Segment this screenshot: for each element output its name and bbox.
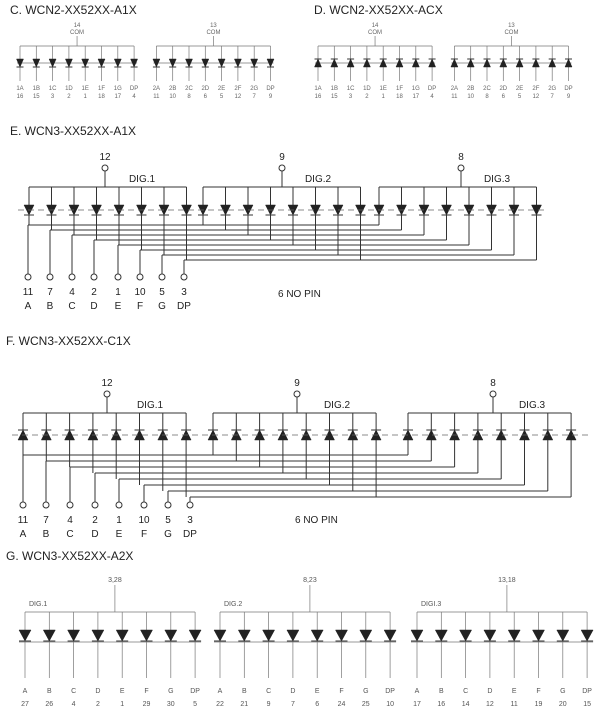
section-c-segment-2-8: DP	[266, 86, 275, 92]
section-d-pin-2-5: 5	[517, 94, 522, 100]
section-g-pin-2-3: 9	[266, 701, 271, 708]
section-d-segment-1-5: 1E	[379, 86, 387, 92]
section-f-bottom-pin-4: 2	[92, 515, 98, 526]
section-f-digit-label-3: DIG.3	[518, 400, 546, 411]
section-g-diode-1-5	[116, 630, 128, 641]
section-g-diode-3-4	[484, 630, 496, 641]
section-g-diode-2-2	[238, 630, 250, 641]
section-f-digit-pin-circle-2	[294, 391, 300, 397]
section-g-diode-3-5	[508, 630, 520, 641]
section-e-pin-circle-5	[115, 274, 121, 280]
section-d-pin-2-8: 9	[566, 94, 571, 100]
section-g-pin-3-4: 12	[486, 701, 494, 708]
section-d-segment-2-1: 2A	[450, 86, 459, 92]
section-d-pin-2-7: 7	[550, 94, 554, 100]
section-g-diode-1-6	[141, 630, 153, 641]
section-c-com-pin-1: 14	[73, 23, 81, 29]
section-d-segment-2-2: 2B	[467, 86, 475, 92]
section-g-pin-1-7: 30	[166, 701, 175, 708]
section-g-segment-1-7: G	[168, 688, 174, 695]
section-c-pin-2-4: 6	[203, 94, 207, 100]
section-c-segment-2-6: 2F	[234, 86, 242, 92]
section-g-segment-2-2: B	[241, 688, 247, 695]
section-e-segment-label-8: DP	[177, 301, 191, 312]
section-d-segment-2-8: DP	[564, 86, 573, 92]
section-e-digit-pin-3: 8	[458, 152, 464, 163]
section-d-pin-1-8: 4	[430, 94, 434, 100]
section-c-pin-1-3: 3	[50, 94, 55, 100]
section-f-bottom-pin-2: 7	[43, 515, 49, 526]
section-f-bottom-pin-5: 1	[116, 515, 122, 526]
section-f-digit-pin-circle-1	[104, 391, 110, 397]
section-g-pin-3-7: 20	[558, 701, 567, 708]
section-e-pin-circle-7	[159, 274, 165, 280]
section-c-pin-2-3: 8	[187, 94, 191, 100]
section-g-diode-3-8	[581, 630, 593, 641]
section-c-segment-2-5: 2E	[217, 86, 226, 92]
section-c-com-pin-2: 13	[210, 23, 217, 29]
section-c-pin-1-1: 16	[16, 94, 24, 100]
section-g-pin-1-2: 26	[45, 701, 54, 708]
section-f-bottom-pin-6: 10	[138, 515, 150, 526]
section-e-bottom-pin-1: 11	[22, 287, 34, 298]
section-g-pin-2-6: 24	[337, 701, 346, 708]
section-g-pin-1-1: 27	[21, 701, 29, 708]
section-g-segment-1-8: DP	[190, 688, 200, 695]
section-g-pin-3-1: 17	[413, 701, 421, 708]
section-e-digit-pin-circle-2	[279, 165, 285, 171]
section-f-pin-circle-4	[92, 502, 98, 508]
section-c-segment-1-2: 1B	[32, 86, 40, 92]
section-d-pin-2-1: 11	[451, 94, 458, 100]
section-g-segment-3-4: D	[487, 688, 493, 695]
section-g-pin-1-8: 5	[193, 701, 198, 708]
section-g-pin-3-6: 19	[534, 701, 543, 708]
section-g-segment-3-7: G	[560, 688, 566, 695]
section-g-diode-1-8	[189, 630, 201, 641]
section-c-segment-1-1: 1A	[16, 86, 24, 92]
section-f-pin-circle-6	[141, 502, 147, 508]
section-e-pin-circle-8	[181, 274, 187, 280]
section-g-diode-2-6	[336, 630, 348, 641]
section-g-segment-2-8: DP	[385, 688, 395, 695]
section-f-digit-pin-circle-3	[490, 391, 496, 397]
section-d-segment-1-6: 1F	[395, 86, 404, 92]
section-d-pin-2-3: 8	[485, 94, 489, 100]
section-g-pin-1-3: 4	[71, 701, 76, 708]
section-d-segment-2-7: 2G	[548, 86, 557, 92]
section-d-title: D. WCN2-XX52XX-ACX	[314, 3, 443, 17]
section-g-segment-1-2: B	[46, 688, 52, 695]
section-g-diode-3-2	[435, 630, 447, 641]
section-g-pin-1-6: 29	[142, 701, 151, 708]
section-g-segment-3-2: B	[438, 688, 444, 695]
section-d-segment-1-2: 1B	[330, 86, 338, 92]
section-d-segment-1-7: 1G	[411, 86, 420, 92]
section-c-segment-1-8: DP	[129, 86, 139, 92]
section-g-pin-2-4: 7	[290, 701, 295, 708]
section-g-diode-3-6	[533, 630, 545, 641]
section-g-com-pin-2: 8,23	[303, 577, 317, 584]
section-f-pin-circle-1	[20, 502, 26, 508]
section-g-segment-2-6: F	[339, 688, 344, 695]
section-c-wcn2-a1x	[10, 3, 275, 100]
section-d-pin-1-1: 16	[314, 94, 322, 100]
section-f-bottom-pin-3: 4	[67, 515, 73, 526]
section-g-pin-3-2: 16	[437, 701, 446, 708]
section-d-segment-1-4: 1D	[363, 86, 371, 92]
section-g-segment-2-5: E	[314, 688, 320, 695]
section-e-digit-pin-1: 12	[99, 152, 111, 163]
section-c-pin-2-7: 7	[252, 94, 256, 100]
section-f-bottom-pin-1: 11	[17, 515, 29, 526]
section-f-segment-label-7: G	[164, 529, 172, 540]
section-f-no-pin-note: 6 NO PIN	[295, 515, 338, 526]
section-g-diode-1-7	[165, 630, 177, 641]
section-f-wcn3-c1x	[6, 334, 592, 540]
section-g-diode-2-8	[384, 630, 396, 641]
section-e-segment-label-2: B	[46, 301, 54, 312]
section-f-segment-label-4: D	[91, 529, 99, 540]
section-c-segment-2-2: 2B	[169, 86, 177, 92]
section-e-bottom-pin-5: 1	[115, 287, 121, 298]
section-g-diode-1-1	[19, 630, 31, 641]
section-g-diode-1-2	[43, 630, 55, 641]
section-f-pin-circle-2	[43, 502, 49, 508]
section-c-pin-2-2: 10	[169, 94, 177, 100]
section-f-digit-pin-1: 12	[101, 378, 113, 389]
section-g-pin-2-5: 6	[315, 701, 320, 708]
section-e-no-pin-note: 6 NO PIN	[278, 289, 321, 300]
section-d-pin-1-3: 3	[348, 94, 353, 100]
section-e-title: E. WCN3-XX52XX-A1X	[10, 124, 137, 138]
section-g-segment-3-3: C	[463, 688, 469, 695]
section-g-segment-3-8: DP	[582, 688, 592, 695]
section-g-diode-2-1	[214, 630, 226, 641]
section-g-diode-2-3	[263, 630, 275, 641]
section-c-segment-1-5: 1E	[81, 86, 89, 92]
section-d-pin-1-7: 17	[412, 94, 420, 100]
section-g-com-pin-1: 3,28	[108, 577, 122, 584]
section-c-segment-2-3: 2C	[185, 86, 193, 92]
section-d-pin-1-5: 1	[381, 94, 385, 100]
section-c-com-label-1: COM	[70, 30, 85, 36]
section-f-digit-label-1: DIG.1	[136, 400, 164, 411]
section-e-bottom-pin-8: 3	[181, 287, 187, 298]
section-e-pin-circle-4	[91, 274, 97, 280]
section-c-segment-1-4: 1D	[65, 86, 73, 92]
section-c-pin-1-8: 4	[132, 94, 136, 100]
section-g-pin-2-7: 25	[361, 701, 370, 708]
section-f-segment-label-6: F	[140, 529, 148, 540]
section-g-pin-2-1: 22	[216, 701, 224, 708]
section-g-segment-2-4: D	[290, 688, 296, 695]
section-g-diode-2-7	[360, 630, 372, 641]
section-d-segment-1-3: 1C	[346, 86, 355, 92]
section-d-com-pin-1: 14	[371, 23, 379, 29]
section-f-bottom-pin-8: 3	[187, 515, 193, 526]
section-d-wcn2-acx	[314, 3, 573, 100]
section-c-pin-1-7: 17	[114, 94, 122, 100]
section-c-segment-1-7: 1G	[113, 86, 122, 92]
section-g-segment-2-7: G	[363, 688, 369, 695]
section-g-segment-3-6: F	[536, 688, 541, 695]
section-e-segment-label-3: C	[68, 301, 76, 312]
section-g-diode-1-4	[92, 630, 104, 641]
section-d-segment-2-5: 2E	[515, 86, 524, 92]
section-g-com-pin-3: 13,18	[498, 577, 516, 584]
section-c-com-label-2: COM	[206, 30, 221, 36]
section-f-segment-label-5: E	[115, 529, 123, 540]
section-e-segment-label-7: G	[158, 301, 166, 312]
section-c-pin-2-6: 12	[234, 94, 242, 100]
section-c-pin-2-5: 5	[219, 94, 224, 100]
section-c-pin-1-2: 15	[32, 94, 40, 100]
section-g-segment-2-1: A	[217, 688, 223, 695]
section-c-segment-2-4: 2D	[201, 86, 210, 92]
section-e-pin-circle-2	[47, 274, 53, 280]
section-g-digit-label-2: DIG.2	[224, 601, 243, 608]
section-d-segment-2-6: 2F	[532, 86, 540, 92]
section-g-diode-2-4	[287, 630, 299, 641]
section-g-segment-3-5: E	[511, 688, 517, 695]
section-g-segment-1-3: C	[71, 688, 77, 695]
section-e-segment-label-1: A	[24, 301, 32, 312]
section-d-pin-1-2: 15	[330, 94, 338, 100]
section-c-pin-1-4: 2	[67, 94, 71, 100]
section-f-segment-label-1: A	[19, 529, 27, 540]
section-g-digit-label-3: DIGI.3	[421, 601, 442, 608]
section-d-segment-1-8: DP	[427, 86, 437, 92]
section-e-segment-label-5: E	[114, 301, 122, 312]
section-e-digit-label-3: DIG.3	[483, 174, 511, 185]
section-e-pin-circle-3	[69, 274, 75, 280]
section-e-digit-pin-2: 9	[279, 152, 285, 163]
section-g-segment-3-1: A	[414, 688, 420, 695]
section-g-diode-3-1	[411, 630, 423, 641]
section-g-pin-3-5: 11	[510, 701, 518, 708]
section-e-bottom-pin-4: 2	[91, 287, 97, 298]
section-e-digit-label-1: DIG.1	[128, 174, 156, 185]
section-g-segment-1-4: D	[95, 688, 101, 695]
section-e-bottom-pin-6: 10	[134, 287, 146, 298]
section-e-digit-label-2: DIG.2	[304, 174, 332, 185]
section-c-segment-1-3: 1C	[48, 86, 57, 92]
section-g-wcn3-a2x	[6, 549, 593, 708]
section-d-segment-2-4: 2D	[499, 86, 508, 92]
section-g-pin-1-4: 2	[95, 701, 100, 708]
section-g-diode-3-3	[460, 630, 472, 641]
section-g-pin-3-8: 15	[583, 701, 591, 708]
section-g-pin-2-8: 10	[386, 701, 394, 708]
section-f-digit-pin-3: 8	[490, 378, 496, 389]
section-g-pin-3-3: 14	[461, 701, 470, 708]
section-c-pin-2-8: 9	[268, 94, 273, 100]
section-c-segment-2-1: 2A	[152, 86, 161, 92]
section-e-wcn3-a1x	[10, 124, 547, 312]
section-f-digit-label-2: DIG.2	[323, 400, 351, 411]
section-e-digit-pin-circle-1	[102, 165, 108, 171]
section-f-title: F. WCN3-XX52XX-C1X	[6, 334, 131, 348]
section-d-segment-2-3: 2C	[483, 86, 491, 92]
section-f-digit-pin-2: 9	[294, 378, 300, 389]
section-f-segment-label-2: B	[42, 529, 50, 540]
section-g-diode-1-3	[68, 630, 80, 641]
section-g-diode-3-7	[557, 630, 569, 641]
section-d-segment-1-1: 1A	[314, 86, 322, 92]
section-g-segment-1-6: F	[144, 688, 149, 695]
section-e-pin-circle-1	[25, 274, 31, 280]
section-e-pin-circle-6	[137, 274, 143, 280]
section-f-segment-label-8: DP	[183, 529, 197, 540]
section-f-bottom-pin-7: 5	[165, 515, 171, 526]
section-c-segment-1-6: 1F	[97, 86, 106, 92]
section-f-pin-circle-7	[165, 502, 171, 508]
section-d-com-pin-2: 13	[508, 23, 515, 29]
section-c-pin-1-5: 1	[83, 94, 87, 100]
section-d-com-label-1: COM	[368, 30, 383, 36]
section-g-diode-2-5	[311, 630, 323, 641]
section-g-segment-2-3: C	[266, 688, 272, 695]
section-c-title: C. WCN2-XX52XX-A1X	[10, 3, 137, 17]
section-c-pin-2-1: 11	[153, 94, 160, 100]
section-g-pin-2-2: 21	[240, 701, 249, 708]
section-f-pin-circle-8	[187, 502, 193, 508]
section-d-com-label-2: COM	[504, 30, 519, 36]
section-c-pin-1-6: 18	[98, 94, 105, 100]
section-e-bottom-pin-2: 7	[47, 287, 53, 298]
section-d-pin-2-6: 12	[532, 94, 540, 100]
section-g-title: G. WCN3-XX52XX-A2X	[6, 549, 134, 563]
section-g-segment-1-5: E	[119, 688, 125, 695]
section-g-digit-label-1: DIG.1	[29, 601, 48, 608]
section-d-pin-2-2: 10	[467, 94, 475, 100]
section-d-pin-2-4: 6	[501, 94, 505, 100]
section-e-bottom-pin-7: 5	[159, 287, 165, 298]
section-g-pin-1-5: 1	[120, 701, 125, 708]
section-f-pin-circle-3	[67, 502, 73, 508]
section-f-segment-label-3: C	[66, 529, 74, 540]
section-e-segment-label-6: F	[136, 301, 144, 312]
section-d-pin-1-4: 2	[365, 94, 369, 100]
section-g-segment-1-1: A	[22, 688, 28, 695]
section-e-bottom-pin-3: 4	[69, 287, 75, 298]
section-e-segment-label-4: D	[90, 301, 98, 312]
section-e-digit-pin-circle-3	[458, 165, 464, 171]
section-f-pin-circle-5	[116, 502, 122, 508]
section-d-pin-1-6: 18	[396, 94, 403, 100]
section-c-segment-2-7: 2G	[250, 86, 259, 92]
